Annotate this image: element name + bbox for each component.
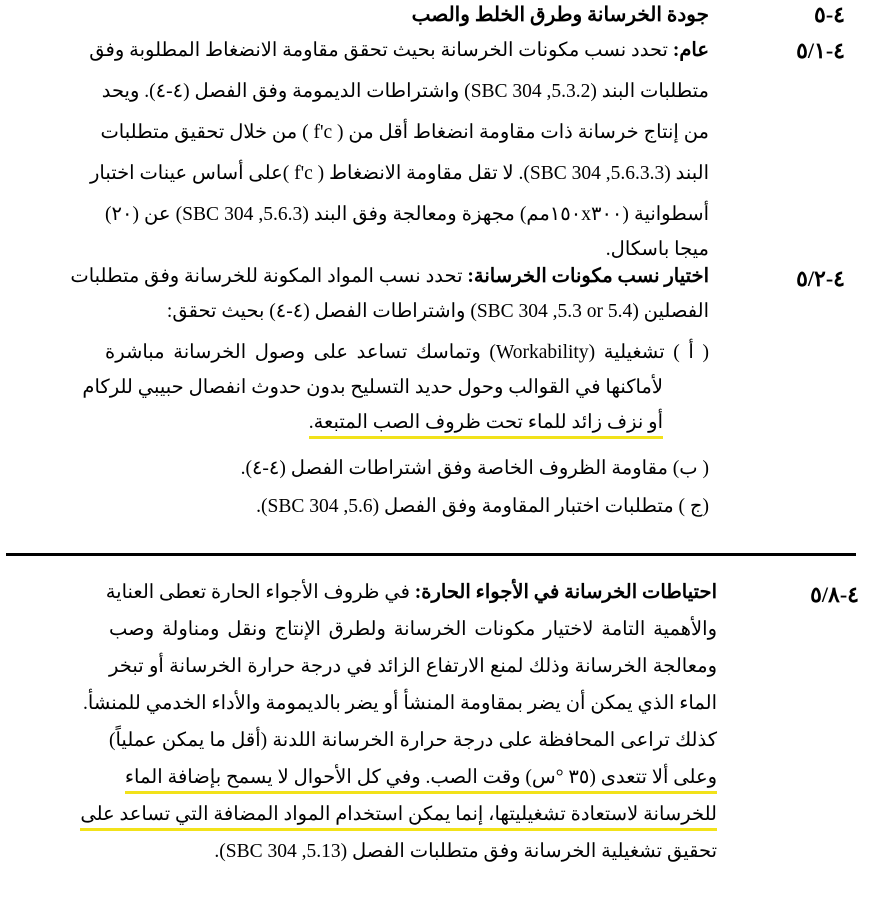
paragraph-line: في ظروف الأجواء الحارة تعطى العناية [105, 582, 410, 603]
subsection-number: ٤-٥/٨ [810, 582, 859, 607]
list-item-line: ( أ ) تشغيلية (Workability) وتماسك تساعد على وصول الخرسانة مباشرة [105, 342, 709, 363]
paragraph-lead: اختيار نسب مكونات الخرسانة: [467, 266, 709, 287]
hot-weather-paragraph [80, 578, 717, 867]
highlighted-text: أو نزف زائد للماء تحت ظروف الصب المتبعة. [309, 410, 663, 439]
paragraph-line: من إنتاج خرسانة ذات مقاومة انضغاط أقل من ( f'c ) من خلال تحقيق متطلبات [100, 122, 709, 143]
paragraph-line: الفصلين (SBC 304 ,5.3 or 5.4) واشتراطات الفصل (٤-٤) بحيث تحقق: [166, 301, 709, 322]
paragraph-line: أسطوانية (١٥٠x٣٠٠مم) مجهزة ومعالجة وفق البند (SBC 304 ,5.6.3) عن (٢٠) [105, 204, 709, 225]
subsection-number: ٤-٥/١ [796, 38, 845, 63]
mix-proportion-paragraph [70, 262, 709, 327]
section-title: جودة الخرسانة وطرق الخلط والصب [411, 4, 709, 26]
list-item-c: (ج ) متطلبات اختبار المقاومة وفق الفصل (SBC 304 ,5.6). [256, 496, 709, 517]
paragraph-lead: عام: [672, 40, 709, 61]
page-divider [6, 553, 856, 556]
paragraph-line: ميجا باسكال. [605, 239, 709, 260]
subsection-number: ٤-٥/٢ [796, 266, 845, 291]
general-paragraph [89, 36, 709, 265]
paragraph-line: تحدد نسب مكونات الخرسانة بحيث تحقق مقاومة الانضغاط المطلوبة وفق [89, 40, 668, 61]
section-number: ٤-٥ [814, 2, 845, 27]
paragraph-line: كذلك تراعى المحافظة على درجة حرارة الخرسانة اللدنة (أقل ما يمكن عملياً) [109, 730, 717, 751]
paragraph-line: والأهمية التامة لاختيار مكونات الخرسانة ولطرق الإنتاج ونقل ومناولة وصب [109, 619, 717, 640]
paragraph-line: تحدد نسب المواد المكونة للخرسانة وفق متطلبات [70, 266, 463, 287]
list-item-line: لأماكنها في القوالب وحول حديد التسليح بدون حدوث انفصال حبيبي للركام [82, 377, 663, 398]
paragraph-line: متطلبات البند (SBC 304 ,5.3.2) واشتراطات الديمومة وفق الفصل (٤-٤). ويحد [101, 81, 709, 102]
list-item-b: ( ب) مقاومة الظروف الخاصة وفق اشتراطات الفصل (٤-٤). [240, 458, 709, 479]
paragraph-line: الماء الذي يمكن أن يضر بمقاومة المنشأ أو يضر بالديمومة والأداء الخدمي للمنشأ. [83, 693, 717, 714]
list-item-a [82, 338, 709, 438]
paragraph-line: ومعالجة الخرسانة وذلك لمنع الارتفاع الزائد في درجة حرارة الخرسانة أو تبخر [109, 656, 717, 677]
paragraph-line: البند (SBC 304 ,5.6.3.3). لا تقل مقاومة الانضغاط ( f'c )على أساس عينات اختبار [89, 163, 709, 184]
highlighted-text: وعلى ألا تتعدى (٣٥ °س) وقت الصب. وفي كل الأحوال لا يسمح بإضافة الماء [125, 765, 717, 794]
highlighted-text: للخرسانة لاستعادة تشغيليتها، إنما يمكن استخدام المواد المضافة التي تساعد على [80, 802, 717, 831]
paragraph-line: تحقيق تشغيلية الخرسانة وفق متطلبات الفصل (SBC 304 ,5.13). [214, 841, 717, 862]
paragraph-lead: احتياطات الخرسانة في الأجواء الحارة: [414, 582, 717, 603]
